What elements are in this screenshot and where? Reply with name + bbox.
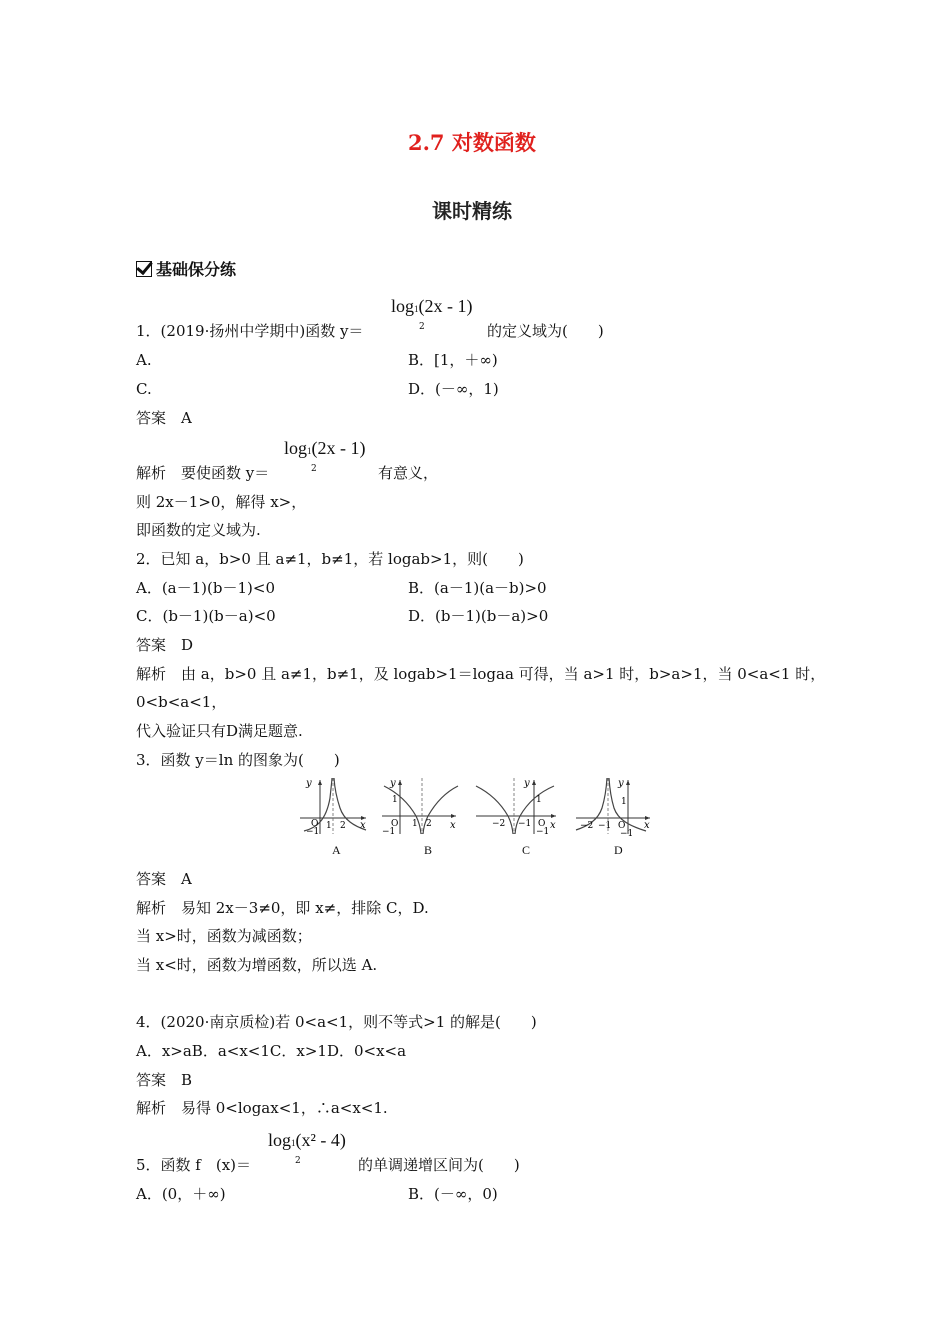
graph-a	[298, 776, 370, 836]
page-title: 2.7 对数函数	[408, 130, 536, 155]
q5-formula	[268, 1130, 346, 1151]
svg-text:1: 1	[326, 821, 332, 831]
q1-analysis-line2: 则 2x－1>0，解得 x>，	[136, 493, 307, 511]
graph-d	[574, 776, 654, 836]
svg-text:−1: −1	[306, 827, 320, 836]
q3-analysis-2: 当 x>时，函数为减函数；	[136, 927, 312, 945]
graph-b	[380, 776, 460, 836]
q1-analysis-formula-den: 2	[311, 464, 317, 474]
q2-option-a: A．(a－1)(b－1)<0	[136, 579, 275, 597]
q3-analysis-1: 解析 易知 2x－3≠0，即 x≠，排除 C，D.	[136, 899, 429, 917]
q1-formula-arg: (2x - 1)	[418, 296, 473, 316]
graph-c-label: C	[522, 843, 531, 857]
q5-formula-arg: (x² - 4)	[295, 1130, 346, 1150]
q4-answer: 答案 B	[136, 1071, 193, 1089]
q1-answer: 答案 A	[136, 409, 192, 427]
q5-formula-base: 1	[291, 1138, 296, 1148]
svg-text:y: y	[306, 778, 312, 789]
q5-formula-log: log	[268, 1130, 292, 1150]
svg-text:O: O	[618, 821, 626, 831]
graph-c	[474, 776, 560, 836]
checkbox-icon	[136, 261, 152, 277]
q3-analysis-3: 当 x<时，函数为增函数，所以选 A.	[136, 956, 378, 974]
q1-stem-suffix: 的定义域为( )	[487, 322, 604, 340]
q1-analysis-prefix: 解析 要使函数 y＝	[136, 464, 270, 482]
q1-stem-prefix: 1．(2019·扬州中学期中)函数 y＝	[136, 322, 364, 340]
svg-text:2: 2	[426, 819, 432, 829]
q3-stem: 3．函数 y＝ln 的图象为( )	[136, 751, 340, 769]
svg-text:2: 2	[340, 821, 346, 831]
q1-analysis-formula	[284, 438, 366, 459]
svg-text:y: y	[618, 778, 624, 789]
svg-text:x: x	[550, 820, 556, 831]
svg-text:−1: −1	[620, 829, 634, 836]
q1-option-d: D．(－∞，1)	[408, 380, 499, 398]
svg-text:y: y	[390, 778, 396, 789]
q4-stem: 4．(2020·南京质检)若 0<a<1，则不等式>1 的解是( )	[136, 1013, 537, 1031]
q1-option-b: B．[1，＋∞)	[408, 351, 498, 369]
svg-text:O: O	[311, 819, 319, 829]
q1-formula	[391, 296, 473, 317]
q1-analysis-formula-base: 1	[307, 446, 312, 456]
svg-text:−1: −1	[598, 821, 612, 831]
q2-analysis-1: 解析 由 a，b>0 且 a≠1，b≠1，及 logab>1＝logaa 可得，当 a>1 时，b>a>1，当 0<a<1 时，	[136, 665, 826, 683]
q1-formula-den: 2	[419, 322, 425, 332]
svg-text:x: x	[644, 820, 650, 831]
section-label: 基础保分练	[156, 260, 237, 279]
svg-text:−1: −1	[536, 827, 550, 836]
q5-stem-suffix: 的单调递增区间为( )	[358, 1156, 520, 1174]
q2-analysis-2: 0<b<a<1，	[136, 693, 227, 711]
q5-option-a: A．(0，＋∞)	[136, 1185, 226, 1203]
q4-analysis: 解析 易得 0<logax<1，∴a<x<1.	[136, 1099, 388, 1117]
q2-option-b: B．(a－1)(a－b)>0	[408, 579, 547, 597]
q2-answer: 答案 D	[136, 636, 194, 654]
q5-option-b: B．(－∞，0)	[408, 1185, 498, 1203]
q1-analysis-suffix: 有意义，	[378, 464, 439, 482]
svg-text:−2: −2	[580, 821, 594, 831]
q5-stem-prefix: 5．函数 f (x)＝	[136, 1156, 252, 1174]
q5-formula-den: 2	[295, 1156, 301, 1166]
q1-option-a: A.	[136, 351, 152, 369]
svg-text:1: 1	[392, 795, 398, 805]
q1-analysis-formula-log: log	[284, 438, 308, 458]
q3-answer: 答案 A	[136, 870, 192, 888]
svg-text:−1: −1	[518, 819, 532, 829]
svg-text:O: O	[538, 819, 546, 829]
graph-b-label: B	[424, 843, 433, 857]
q4-options: A．x>aB．a<x<1C．x>1D．0<x<a	[136, 1042, 407, 1060]
svg-text:O: O	[391, 819, 399, 829]
section-heading	[136, 257, 236, 280]
svg-text:1: 1	[536, 795, 542, 805]
graph-d-label: D	[614, 843, 623, 857]
q2-option-c: C．(b－1)(b－a)<0	[136, 607, 276, 625]
svg-text:x: x	[360, 820, 366, 831]
q2-analysis-3: 代入验证只有D满足题意.	[136, 722, 303, 740]
page-subtitle: 课时精练	[432, 199, 512, 223]
graph-a-label: A	[332, 843, 341, 857]
q2-stem: 2．已知 a，b>0 且 a≠1，b≠1，若 logab>1，则( )	[136, 550, 524, 568]
q1-formula-base: 1	[414, 304, 419, 314]
q1-option-c: C.	[136, 380, 152, 398]
q2-option-d: D．(b－1)(b－a)>0	[408, 607, 549, 625]
svg-text:1: 1	[412, 819, 418, 829]
q1-analysis-line3: 即函数的定义域为.	[136, 521, 261, 539]
svg-text:1: 1	[621, 797, 627, 807]
svg-text:−2: −2	[492, 819, 506, 829]
svg-text:y: y	[524, 778, 530, 789]
svg-text:−1: −1	[382, 827, 396, 836]
q1-formula-log: log	[391, 296, 415, 316]
svg-text:x: x	[450, 820, 456, 831]
q1-analysis-formula-arg: (2x - 1)	[311, 438, 366, 458]
